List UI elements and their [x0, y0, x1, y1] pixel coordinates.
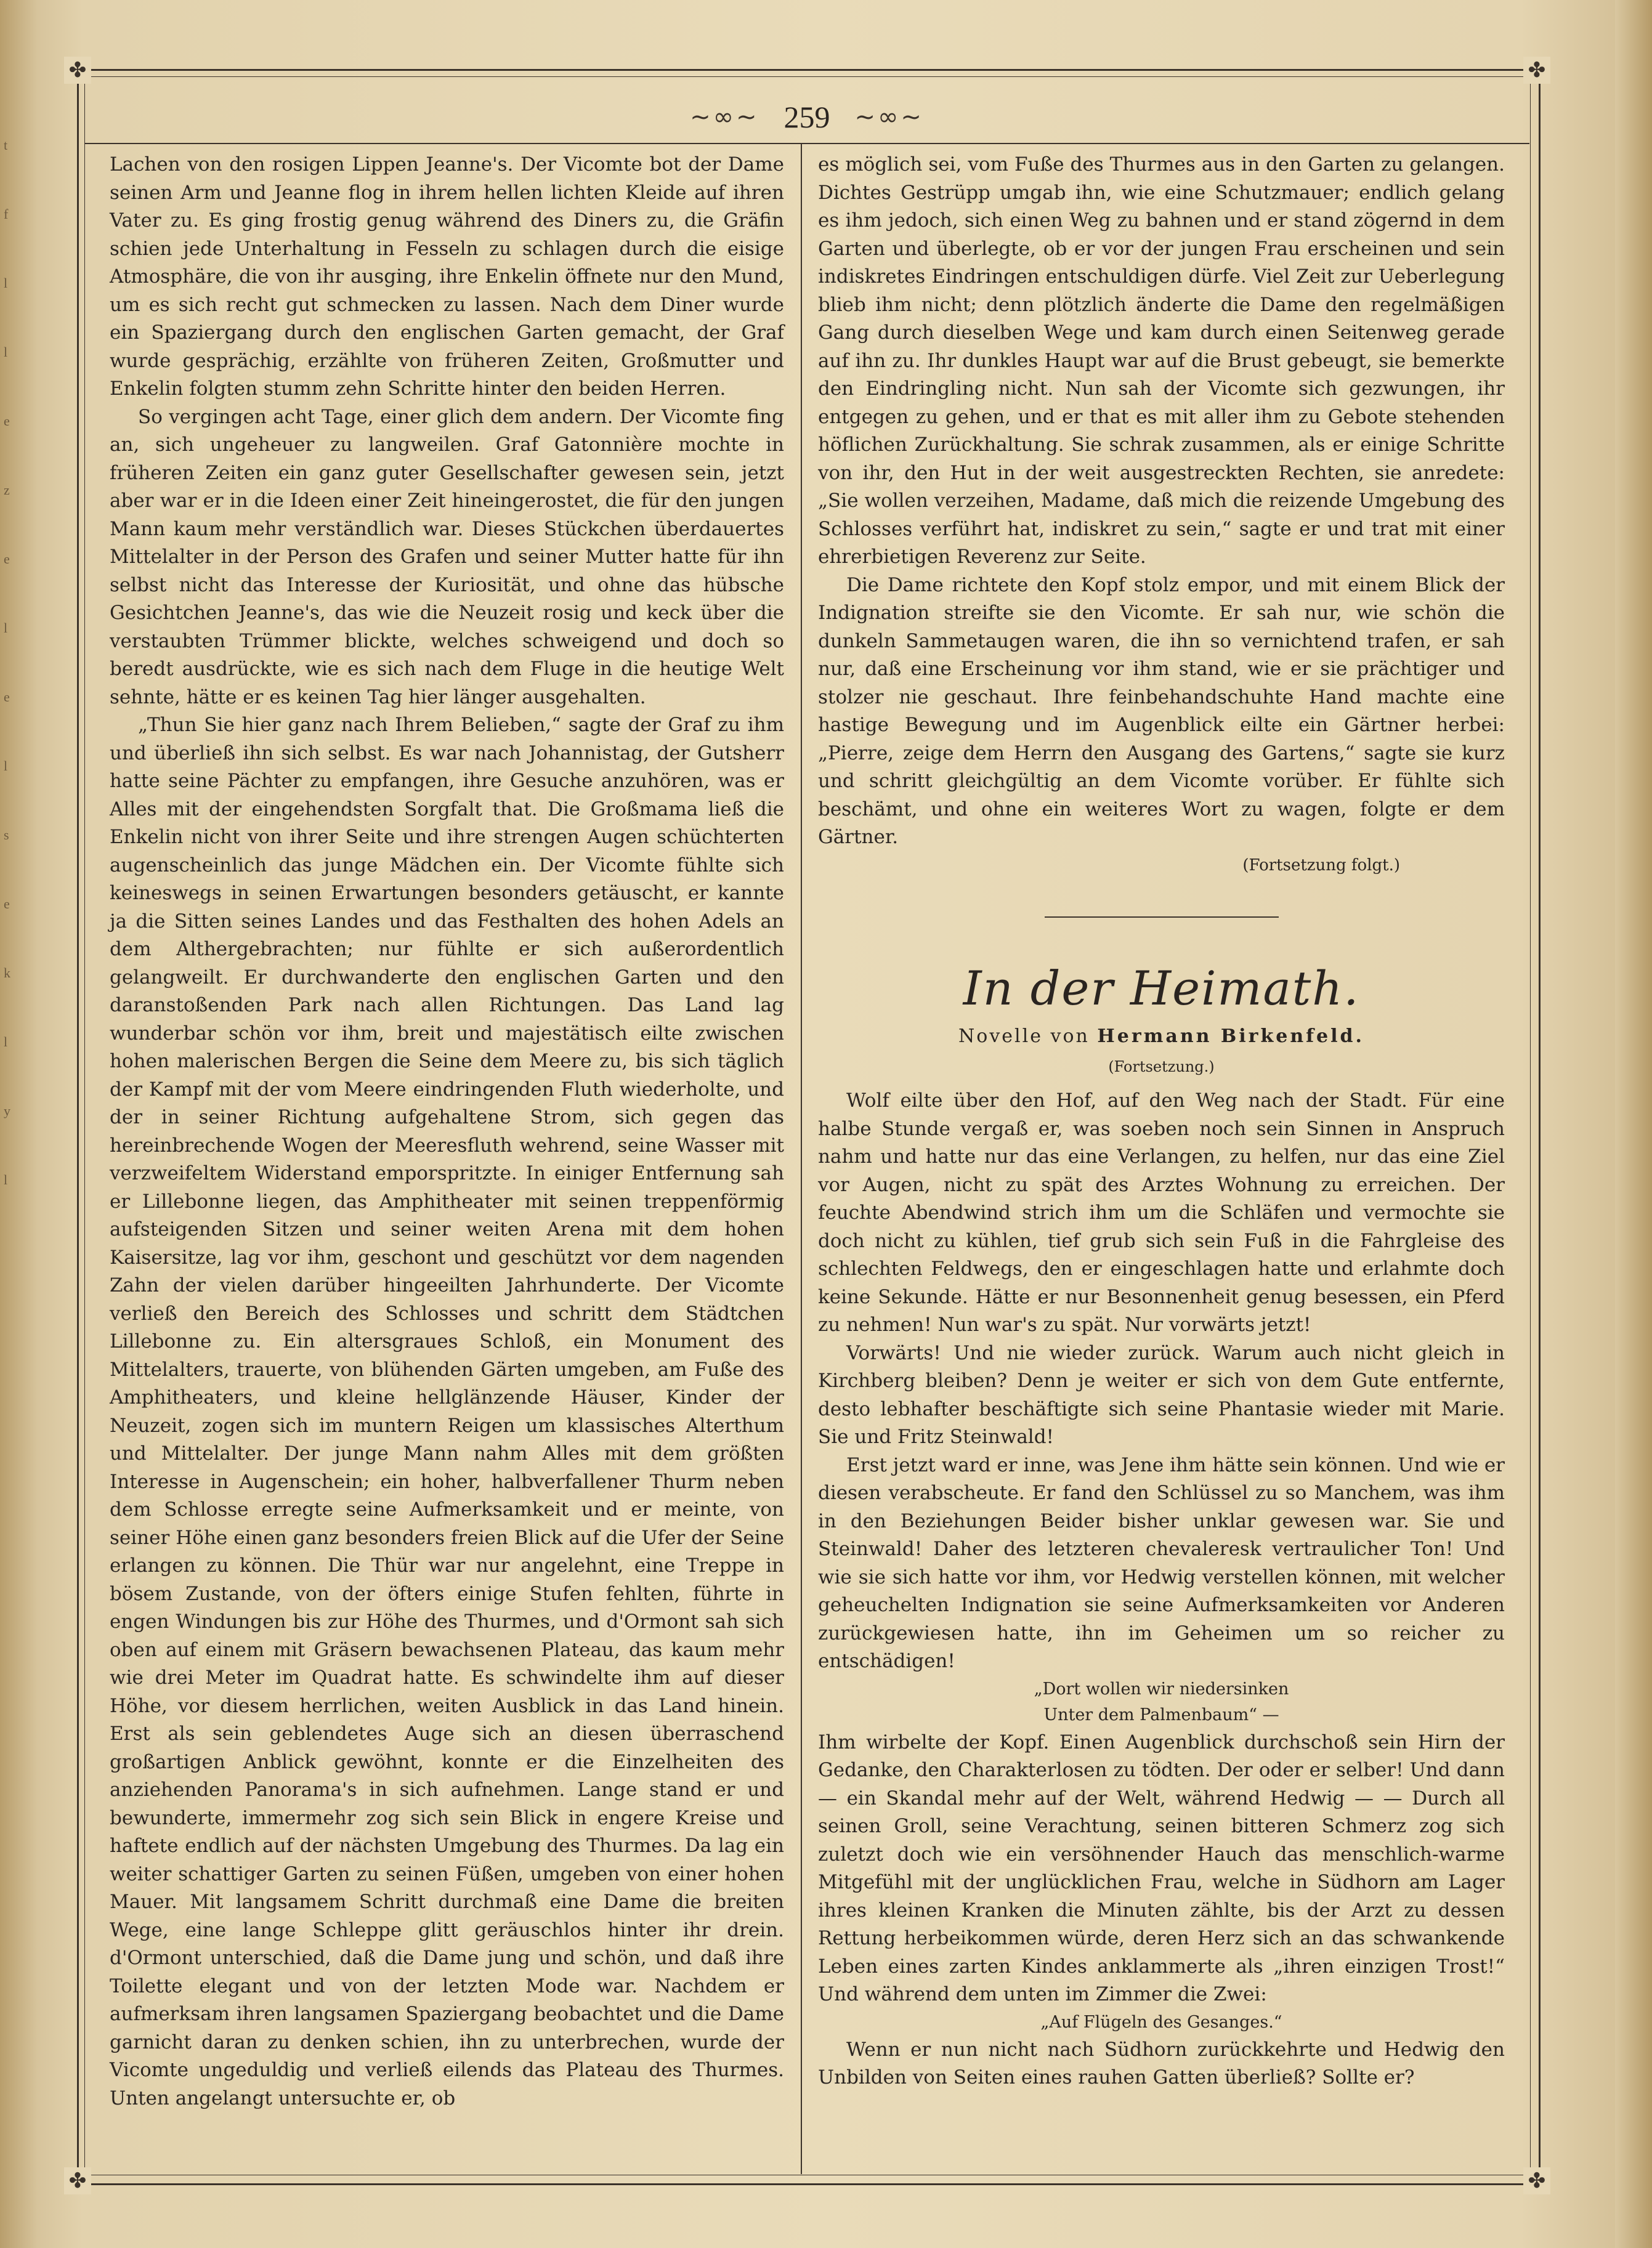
margin-mark: t	[4, 137, 8, 153]
story-paragraph: Ihm wirbelte der Kopf. Einen Augenblick durchschoß sein Hirn der Gedanke, den Charakterlosen zu tödten. Der oder er selber! Und dann — ein Skandal mehr auf der Welt, während Hedwig — — Durch all seinen Groll, seine Verachtung, seinen bitteren Schmerz zog sich zuletzt doch wie ein versöhnender Hauch das menschlich-warme Mitgefühl mit der unglücklichen Frau, welche in Südhorn am Lager ihres kleinen Kranken die Minuten zählte, bis der Arzt zu dessen Rettung herbeikommen würde, deren Herz sich an das schwankende Leben eines zarten Kindes anklammerte als „ihren einzigen Trost!“ Und während dem unten im Zimmer die Zwei:	[818, 1731, 1505, 2005]
margin-mark: e	[4, 896, 10, 912]
right-paragraph: Die Dame richtete den Kopf stolz empor, und mit einem Blick der Indignation streifte sie den Vicomte. Er sah nur, wie schön die dunkeln Sammetaugen waren, die ihn so vernichtend trafen, er sah nur, daß eine Erscheinung vor ihm stand, wie er sie prächtiger und stolzer nie geschaut. Ihre feinbehandschuhte Hand machte eine hastige Bewegung und im Augenblick eilte ein Gärtner herbei: „Pierre, zeige dem Herrn den Ausgang des Gartens,“ sagte sie kurz und schritt gleichgültig an dem Vicomte vorüber. Er fühlte sich beschämt, und ohne ein weiteres Wort zu wagen, folgte er dem Gärtner.	[818, 573, 1505, 848]
margin-mark: y	[4, 1103, 10, 1118]
margin-mark: k	[4, 965, 10, 980]
header-ornament-left-icon: ~∞~	[690, 103, 759, 131]
column-divider	[801, 143, 802, 2174]
page-number: 259	[783, 100, 830, 134]
margin-mark: e	[4, 551, 10, 567]
header-rule	[84, 143, 1529, 144]
right-paragraph: es möglich sei, vom Fuße des Thurmes aus in den Garten zu gelangen. Dichtes Gestrüpp umgab ihn, wie eine Schutzmauer; endlich gelang es ihm jedoch, sich einen Weg zu bahnen und er stand zögernd in dem Garten und überlegte, ob er vor der jungen Frau erscheinen und sein indiskretes Eindringen entschuldigen dürfe. Viel Zeit zur Ueberlegung blieb ihm nicht; denn plötzlich änderte die Dame den regelmäßigen Gang durch dieselben Wege und kam durch einen Seitenweg gerade auf ihn zu. Ihr dunkles Haupt war auf die Brust gebeugt, sie bemerkte den Eindringling nicht. Nun sah der Vicomte sich gezwungen, ihr entgegen zu gehen, und er that es mit aller ihm zu Gebote stehenden höflichen Zurückhaltung. Sie schrak zusammen, als er einige Schritte von ihr, den Hut in der weit ausgestreckten Rechten, sie anredete: „Sie wollen verzeihen, Madame, daß mich die reizende Umgebung des Schlosses verführt hat, indiskret zu sein,“ sagte er und trat mit einer ehrerbietigen Reverenz zur Seite.	[818, 153, 1505, 568]
verse-line: „Auf Flügeln des Gesanges.“	[1040, 2012, 1282, 2032]
right-page-edge	[1615, 0, 1652, 2248]
margin-mark: l	[4, 1172, 8, 1187]
corner-ornament-icon: ✤	[1523, 57, 1550, 84]
margin-marks	[4, 111, 28, 1215]
margin-mark: l	[4, 275, 8, 291]
margin-mark: z	[4, 482, 10, 498]
story-byline	[818, 1022, 1505, 1051]
section-separator	[1045, 916, 1279, 918]
corner-ornament-icon: ✤	[1523, 2167, 1550, 2194]
verse-line: Unter dem Palmenbaum“ —	[1043, 1705, 1279, 1724]
page-header	[84, 92, 1529, 142]
margin-mark: s	[4, 827, 9, 843]
margin-mark: l	[4, 344, 8, 360]
left-column	[110, 151, 784, 2113]
margin-mark: e	[4, 413, 10, 429]
verse-line: „Dort wollen wir niedersinken	[1034, 1679, 1289, 1699]
margin-mark: l	[4, 1034, 8, 1049]
story-title: In der Heimath.	[963, 961, 1360, 1016]
right-column	[818, 151, 1505, 2092]
story-paragraph: Wenn er nun nicht nach Südhorn zurückkehrte und Hedwig den Unbilden von Seiten eines rauhen Gatten überließ? Sollte er?	[818, 2038, 1505, 2088]
left-paragraph: So vergingen acht Tage, einer glich dem andern. Der Vicomte fing an, sich ungeheuer zu langweilen. Graf Gatonnière mochte in früheren Zeiten ein ganz guter Gesellschafter gewesen sein, jetzt aber war er in die Ideen einer Zeit hineingerostet, die für den jungen Mann kaum mehr verständlich war. Dieses Stückchen überdauertes Mittelalter in der Person des Grafen und seiner Mutter hatte für ihn selbst nicht das Interesse der Kuriosität, und ohne das hübsche Gesichtchen Jeanne's, das wie die Neuzeit rosig und keck über die verstaubten Trümmer blickte, welches schweigend und doch so beredt ausdrückte, wie es sich nach dem Fluge in die heutige Welt sehnte, hätte er es keinen Tag hier länger ausgehalten.	[110, 405, 784, 708]
margin-mark: e	[4, 689, 10, 705]
corner-ornament-icon: ✤	[64, 2167, 91, 2194]
story-paragraph: Wolf eilte über den Hof, auf den Weg nach der Stadt. Für eine halbe Stunde vergaß er, was soeben noch sein Sinnen in Anspruch nahm und hatte nur das eine Verlangen, zu helfen, nur das eine Ziel vor Augen, nicht zu spät des Arztes Wohnung zu erreichen. Der feuchte Abendwind strich ihm um die Schläfen und vermochte sie doch nicht zu kühlen, tief grub sich sein Fuß in die Fahrgleise des schlechten Feldwegs, den er eingeschlagen hatte und erlahmte doch keine Sekunde. Hätte er nur Besonnenheit genug besessen, ein Pferd zu nehmen! Nun war's zu spät. Nur vorwärts jetzt!	[818, 1090, 1505, 1336]
fortsetzung-note: (Fortsetzung.)	[1108, 1057, 1215, 1075]
story-paragraph: Vorwärts! Und nie wieder zurück. Warum auch nicht gleich in Kirchberg bleiben? Denn je weiter er sich von dem Gute entfernte, desto lebhafter beschäftigte sich seine Phantasie wieder mit Marie. Sie und Fritz Steinwald!	[818, 1341, 1505, 1448]
byline-prefix: Novelle von	[958, 1025, 1090, 1047]
left-paragraph: „Thun Sie hier ganz nach Ihrem Belieben,“ sagte der Graf zu ihm und überließ ihn sich selbst. Es war nach Johannistag, der Gutsherr hatte seine Pächter zu empfangen, ihre Gesuche anzuhören, was er Alles mit der eingehendsten Sorgfalt that. Die Großmama ließ die Enkelin nicht von ihrer Seite und ihre strengen Augen schüchterten augenscheinlich das junge Mädchen ein. Der Vicomte fühlte sich keineswegs in seinen Erwartungen besonders getäuscht, er kannte ja die Sitten seines Landes und das Festhalten des hohen Adels an dem Althergebrachten; nur fühlte er sich außerordentlich gelangweilt. Er durchwanderte den englischen Garten und den daranstoßenden Park nach allen Richtungen. Das Land lag wunderbar schön vor ihm, breit und majestätisch eilte zwischen hohen malerischen Bergen die Seine dem Meere zu, bis sich täglich der Kampf mit der vom Meere eindringenden Fluth wiederholte, und der in seiner Richtung aufgehaltene Strom, sich gegen das hereinbrechende Wogen der Meeresfluth wehrend, seine Wasser mit verzweifeltem Widerstand emporspritzte. In einiger Entfernung sah er Lillebonne liegen, das Amphitheater mit seinen treppenförmig aufsteigenden Sitzen und seiner weiten Arena mit dem hohen Kaisersitze, lag vor ihm, geschont und geschützt vor dem nagenden Zahn der vielen darüber hingeeilten Jahrhunderte. Der Vicomte verließ den Bereich des Schlosses und schritt dem Städtchen Lillebonne zu. Ein altersgraues Schloß, ein Monument des Mittelalters, trauerte, von blühenden Gärten umgeben, am Fuße des Amphitheaters, und kleine hellglänzende Häuser, Kinder der Neuzeit, zogen sich im muntern Reigen um klassisches Alterthum und Mittelalter. Der junge Mann nahm Alles mit dem größten Interesse in Augenschein; ein hoher, halbverfallener Thurm neben dem Schlosse erregte seine Aufmerksamkeit und er meinte, von seiner Höhe einen ganz besonders freien Blick auf die Ufer der Seine erlangen zu können. Die Thür war nur angelehnt, eine Treppe in bösem Zustande, von der öfters einige Stufen fehlten, führte in engen Windungen bis zur Höhe des Thurmes, und d'Ormont sah sich oben auf einem mit Gräsern bewachsenen Plateau, das kaum mehr wie drei Meter im Quadrat hatte. Es schwindelte ihm auf dieser Höhe, vor diesem herrlichen, weiten Ausblick in das Land hinein. Erst als sein geblendetes Auge sich an diesen überraschend großartigen Anblick gewöhnt, konnte er die Einzelheiten des anziehenden Panorama's in sich aufnehmen. Lange stand er und bewunderte, immermehr zog sich sein Blick in engere Kreise und haftete endlich auf der nächsten Umgebung des Thurmes. Da lag ein weiter schattiger Garten zu seinen Füßen, umgeben von einer hohen Mauer. Mit langsamem Schritt durchmaß eine Dame die breiten Wege, eine lange Schleppe glitt geräuschlos hinter ihr drein. d'Ormont unterschied, daß die Dame jung und schön, und daß ihre Toilette elegant und von der letzten Mode war. Nachdem er aufmerksam ihren langsamen Spaziergang beobachtet und die Dame garnicht daran zu denken schien, ihn zu unterbrechen, wurde der Vicomte ungeduldig und verließ eilends das Plateau des Thurmes. Unten angelangt untersuchte er, ob	[110, 714, 784, 2109]
story-paragraph: Erst jetzt ward er inne, was Jene ihm hätte sein können. Und wie er diesen verabscheute. Er fand den Schlüssel zu so Manchem, was ihm in den Beziehungen Beider bisher unklar gewesen war. Sie und Steinwald! Daher des letzteren chevaleresk vertraulicher Ton! Und wie sie sich hatte vor ihm, vor Hedwig verstellen können, mit welcher geheuchelten Indignation sie seine Aufmerksamkeiten vor Anderen zurückgewiesen hatte, ihn im Geheimen um so reicher zu entschädigen!	[818, 1454, 1505, 1672]
byline-author: Hermann Birkenfeld.	[1097, 1025, 1364, 1047]
margin-mark: l	[4, 758, 8, 774]
continued-note: (Fortsetzung folgt.)	[1242, 855, 1400, 875]
left-paragraph: Lachen von den rosigen Lippen Jeanne's. Der Vicomte bot der Dame seinen Arm und Jeanne flog in ihrem hellen lichten Kleide auf ihren Vater zu. Es ging frostig genug während des Diners zu, die Gräfin schien jede Unterhaltung in Fesseln zu schlagen durch die eisige Atmosphäre, die von ihr ausging, ihre Enkelin öffnete nur den Mund, um es sich recht gut schmecken zu lassen. Nach dem Diner wurde ein Spaziergang durch den englischen Garten gemacht, der Graf wurde gesprächig, erzählte von früheren Zeiten, Großmutter und Enkelin folgten stumm zehn Schritte hinter den beiden Herren.	[110, 153, 784, 400]
margin-mark: f	[4, 206, 9, 222]
margin-mark: l	[4, 620, 8, 636]
corner-ornament-icon: ✤	[64, 57, 91, 84]
header-ornament-right-icon: ~∞~	[854, 103, 924, 131]
